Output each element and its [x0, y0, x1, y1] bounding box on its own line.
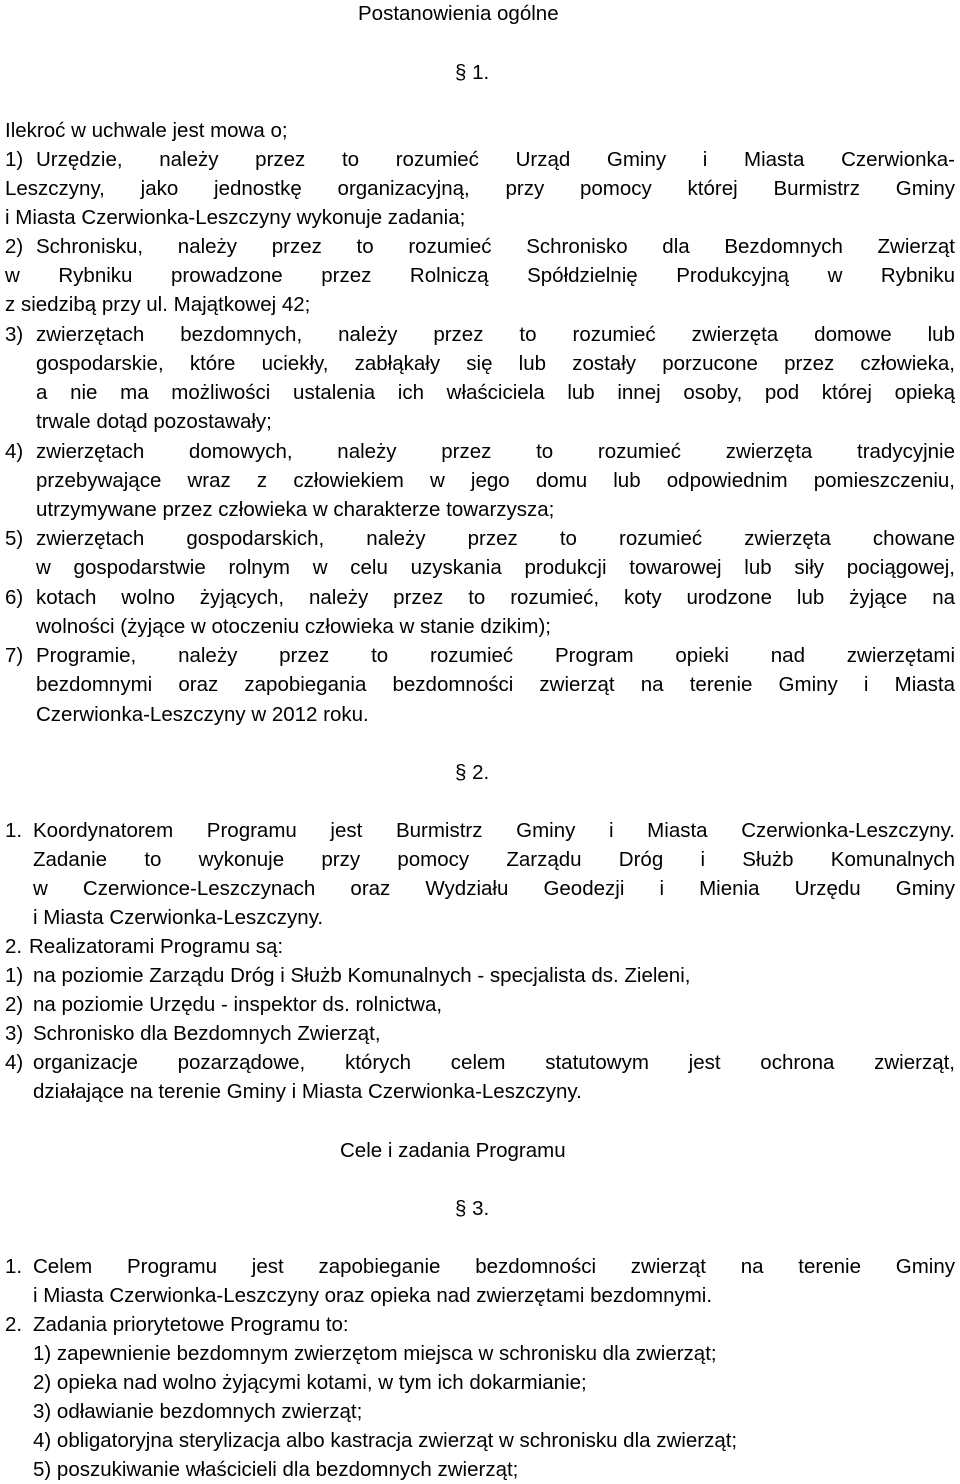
s2-point-1-number: 1. — [5, 819, 23, 842]
s2-item-4-number: 4) — [5, 1051, 24, 1074]
item-6-line-1: kotach wolno żyjących, należy przez to rozumieć, koty urodzone lub żyjące na — [36, 586, 955, 609]
s3-task-2: 2) opieka nad wolno żyjącymi kotami, w tym ich dokarmianie; — [33, 1371, 587, 1394]
item-4-line-2: przebywające wraz z człowiekiem w jego domu lub odpowiednim pomieszczeniu, — [36, 469, 955, 492]
s2-item-4-line-1: organizacje pozarządowe, których celem statutowym jest ochrona zwierząt, — [33, 1051, 955, 1074]
item-2-line-2: w Rybniku prowadzone przez Rolniczą Spółdzielnię Produkcyjną w Rybniku — [5, 264, 955, 287]
s2-point-2-number: 2. — [5, 935, 23, 958]
s3-task-1: 1) zapewnienie bezdomnym zwierzętom miejsca w schronisku dla zwierząt; — [33, 1342, 717, 1365]
s3-task-3: 3) odławianie bezdomnych zwierząt; — [33, 1400, 363, 1423]
s2-item-3-number: 3) — [5, 1022, 24, 1045]
s2-item-2-number: 2) — [5, 993, 24, 1016]
item-6-line-2: wolności (żyjące w otoczeniu człowieka w stanie dzikim); — [36, 615, 551, 638]
item-3-number: 3) — [5, 323, 24, 346]
item-7-line-1: Programie, należy przez to rozumieć Program opieki nad zwierzętami — [36, 644, 955, 667]
paragraph-mark-2: § 2. — [455, 761, 490, 784]
item-7-line-3: Czerwionka-Leszczyny w 2012 roku. — [36, 703, 369, 726]
s2-item-4-line-2: działające na terenie Gminy i Miasta Czerwionka-Leszczyny. — [33, 1080, 582, 1103]
s2-item-2-text: na poziomie Urzędu - inspektor ds. rolnictwa, — [33, 993, 443, 1016]
s2-item-1-number: 1) — [5, 964, 24, 987]
s3-task-4: 4) obligatoryjna sterylizacja albo kastracja zwierząt w schronisku dla zwierząt; — [33, 1429, 738, 1452]
s3-point-2-number: 2. — [5, 1313, 23, 1336]
item-2-line-3: z siedzibą przy ul. Majątkowej 42; — [5, 293, 311, 316]
s2-point-1-line-4: i Miasta Czerwionka-Leszczyny. — [33, 906, 324, 929]
s2-point-1-line-1: Koordynatorem Programu jest Burmistrz Gminy i Miasta Czerwionka-Leszczyny. — [33, 819, 955, 842]
s3-point-1-line-2: i Miasta Czerwionka-Leszczyny oraz opieka nad zwierzętami bezdomnymi. — [33, 1284, 713, 1307]
item-1-line-2: Leszczyny, jako jednostkę organizacyjną, przy pomocy której Burmistrz Gminy — [5, 177, 955, 200]
paragraph-mark-1: § 1. — [455, 61, 490, 84]
item-5-line-2: w gospodarstwie rolnym w celu uzyskania produkcji towarowej lub siły pociągowej, — [36, 556, 955, 579]
s3-point-1-number: 1. — [5, 1255, 23, 1278]
item-5-number: 5) — [5, 527, 24, 550]
item-3-line-1: zwierzętach bezdomnych, należy przez to rozumieć zwierzęta domowe lub — [36, 323, 955, 346]
item-5-line-1: zwierzętach gospodarskich, należy przez to rozumieć zwierzęta chowane — [36, 527, 955, 550]
item-3-line-2: gospodarskie, które uciekły, zabłąkały się lub zostały porzucone przez człowieka, — [36, 352, 955, 375]
s2-point-1-line-3: w Czerwionce-Leszczynach oraz Wydziału Geodezji i Mienia Urzędu Gminy — [33, 877, 955, 900]
s3-point-1-line-1: Celem Programu jest zapobieganie bezdomności zwierząt na terenie Gminy — [33, 1255, 955, 1278]
item-1-line-3: i Miasta Czerwionka-Leszczyny wykonuje zadania; — [5, 206, 466, 229]
s3-task-5: 5) poszukiwanie właścicieli dla bezdomnych zwierząt; — [33, 1458, 519, 1481]
item-2-line-1: Schronisku, należy przez to rozumieć Schronisko dla Bezdomnych Zwierząt — [36, 235, 955, 258]
item-2-number: 2) — [5, 235, 24, 258]
item-3-line-4: trwale dotąd pozostawały; — [36, 410, 272, 433]
intro-text: Ilekroć w uchwale jest mowa o; — [5, 119, 288, 142]
s2-point-1-line-2: Zadanie to wykonuje przy pomocy Zarządu Dróg i Służb Komunalnych — [33, 848, 955, 871]
item-7-line-2: bezdomnymi oraz zapobiegania bezdomności zwierząt na terenie Gminy i Miasta — [36, 673, 955, 696]
item-4-line-3: utrzymywane przez człowieka w charakterze towarzysza; — [36, 498, 555, 521]
s2-point-2-text: Realizatorami Programu są: — [29, 935, 284, 958]
item-6-number: 6) — [5, 586, 24, 609]
item-1-line-1: Urzędzie, należy przez to rozumieć Urząd Gminy i Miasta Czerwionka- — [36, 148, 955, 171]
item-7-number: 7) — [5, 644, 24, 667]
item-3-line-3: a nie ma możliwości ustalenia ich właściciela lub innej osoby, pod której opieką — [36, 381, 955, 404]
item-1-number: 1) — [5, 148, 24, 171]
section-heading-general-provisions: Postanowienia ogólne — [358, 2, 559, 25]
item-4-line-1: zwierzętach domowych, należy przez to rozumieć zwierzęta tradycyjnie — [36, 440, 955, 463]
s3-point-2-text: Zadania priorytetowe Programu to: — [33, 1313, 349, 1336]
section-heading-goals: Cele i zadania Programu — [340, 1139, 566, 1162]
s2-item-3-text: Schronisko dla Bezdomnych Zwierząt, — [33, 1022, 381, 1045]
item-4-number: 4) — [5, 440, 24, 463]
s2-item-1-text: na poziomie Zarządu Dróg i Służb Komunalnych - specjalista ds. Zieleni, — [33, 964, 691, 987]
paragraph-mark-3: § 3. — [455, 1197, 490, 1220]
